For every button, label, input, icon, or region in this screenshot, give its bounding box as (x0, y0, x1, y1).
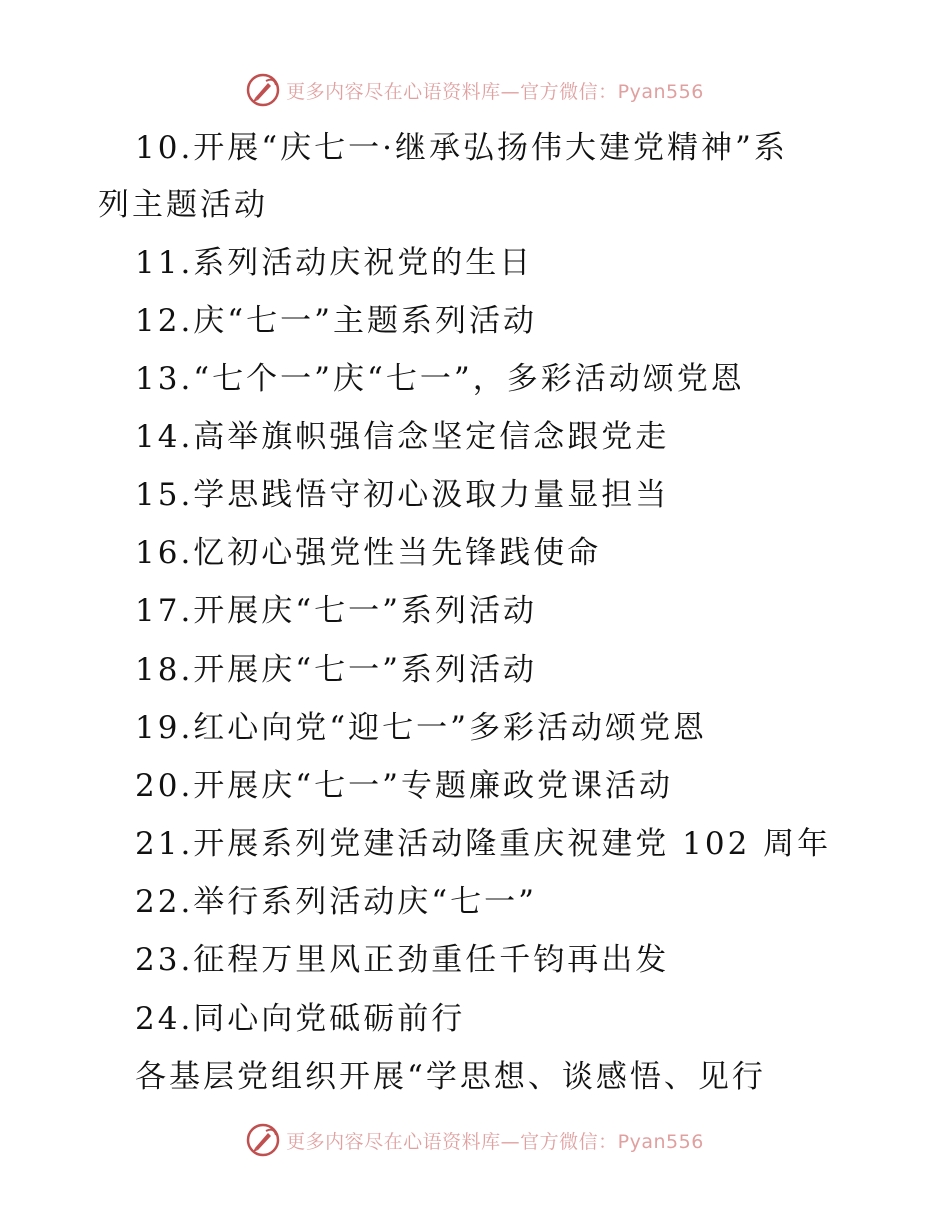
watermark-text: 更多内容尽在心语资料库—官方微信：Pyan556 (286, 1130, 704, 1153)
list-item: 12.庆“七一”主题系列活动 (135, 303, 537, 339)
pen-logo-icon (246, 73, 280, 107)
header-watermark (0, 70, 950, 110)
paragraph-start: 各基层党组织开展“学思想、谈感悟、见行 (135, 1059, 766, 1095)
pen-logo-icon (246, 1123, 280, 1157)
list-item: 21.开展系列党建活动隆重庆祝建党 102 周年 (135, 826, 832, 862)
list-item: 13.“七个一”庆“七一”，多彩活动颂党恩 (135, 361, 745, 397)
list-item: 23.征程万里风正劲重任千钧再出发 (135, 942, 670, 978)
list-item: 14.高举旗帜强信念坚定信念跟党走 (135, 419, 670, 455)
list-item: 19.红心向党“迎七一”多彩活动颂党恩 (135, 710, 707, 746)
list-item: 列主题活动 (98, 187, 268, 223)
watermark-text: 更多内容尽在心语资料库—官方微信：Pyan556 (286, 80, 704, 103)
list-item: 22.举行系列活动庆“七一” (135, 884, 537, 920)
list-item: 20.开展庆“七一”专题廉政党课活动 (135, 768, 673, 804)
list-item: 10.开展“庆七一·继承弘扬伟大建党精神”系 (135, 130, 788, 166)
list-item: 16.忆初心强党性当先锋践使命 (135, 535, 602, 571)
list-item: 15.学思践悟守初心汲取力量显担当 (135, 477, 670, 513)
list-item: 17.开展庆“七一”系列活动 (135, 593, 537, 629)
list-item: 11.系列活动庆祝党的生日 (135, 245, 534, 281)
footer-watermark (0, 1120, 950, 1160)
list-item: 24.同心向党砥砺前行 (135, 1001, 466, 1037)
list-item: 18.开展庆“七一”系列活动 (135, 652, 537, 688)
